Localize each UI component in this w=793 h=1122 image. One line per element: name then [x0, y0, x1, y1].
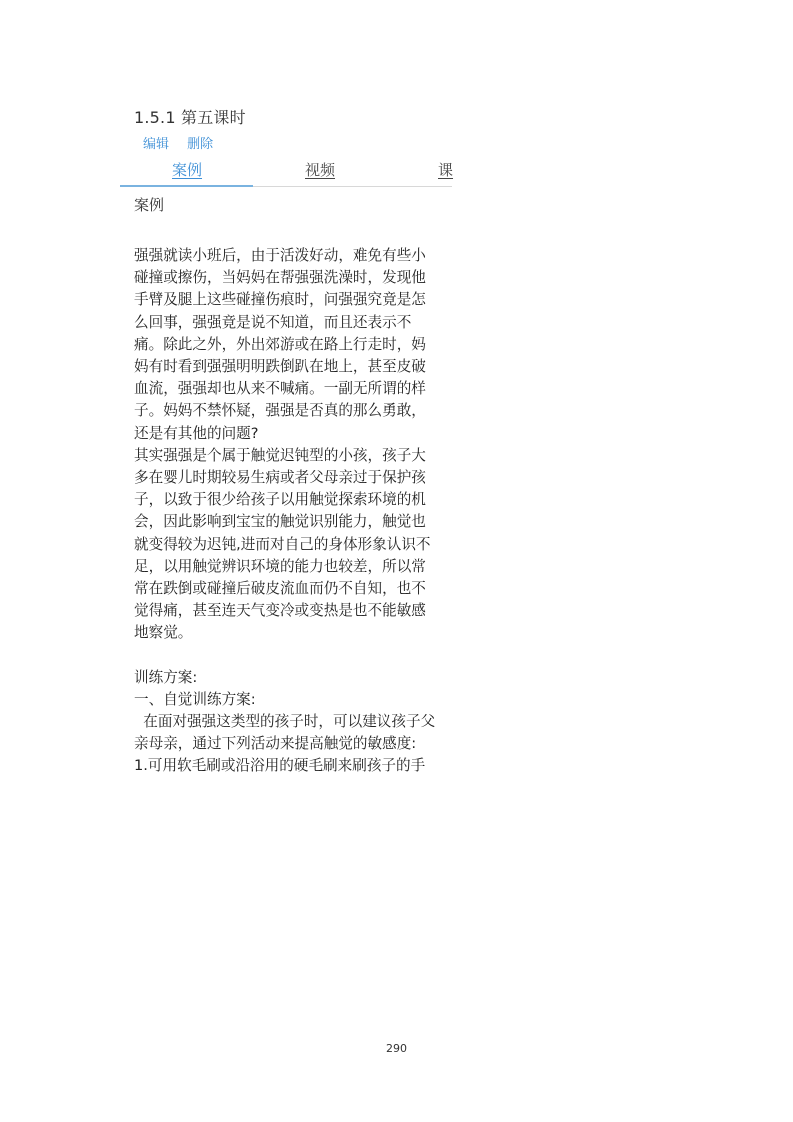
content-paragraph: 在面对强强这类型的孩子时，可以建议孩子父亲母亲，通过下列活动来提高触觉的敏感度:: [134, 713, 436, 753]
content-paragraph: 强强就读小班后，由于活泼好动，难免有些小碰撞或擦伤，当妈妈在帮强强洗澡时，发现他手臂及腿上这些碰撞伤痕时，问强强究竟是怎么回事，强强竟是说不知道，而且还表示不痛。除此之外，外出郊游或在路上行走时，妈妈有时看到强强明明跌倒趴在地上，甚至皮破血流，强强却也从来不喊痛。一副无所谓的样子。妈妈不禁怀疑，强强是否真的那么勇敢，还是有其他的问题?: [134, 247, 426, 442]
active-tab-indicator: [120, 185, 253, 187]
tab-video[interactable]: 视频: [305, 161, 336, 179]
tab-bar: [120, 156, 452, 187]
page-number: 290: [386, 1042, 407, 1055]
lesson-title: 1.5.1 第五课时: [134, 108, 246, 127]
content-paragraph: 训练方案:: [134, 668, 198, 686]
tab-lesson[interactable]: 课: [438, 161, 454, 179]
lesson-actions: [143, 133, 227, 152]
paragraph-gap: [134, 645, 439, 667]
edit-link[interactable]: 编辑: [143, 137, 170, 152]
content-paragraph: 一、自觉训练方案:: [134, 690, 256, 708]
delete-link[interactable]: 删除: [187, 137, 214, 152]
case-content: [134, 245, 439, 775]
section-heading: 案例: [134, 196, 165, 214]
tab-case[interactable]: 案例: [172, 161, 203, 179]
content-paragraph: 1.可用软毛刷或沿浴用的硬毛刷来刷孩子的手: [134, 757, 426, 775]
content-paragraph: 其实强强是个属于触觉迟钝型的小孩，孩子大多在婴儿时期较易生病或者父母亲过于保护孩子，以致于很少给孩子以用触觉探索环境的机会，因此影响到宝宝的触觉识别能力，触觉也就变得较为迟钝,进而对自己的身体形象认识不足，以用触觉辨识环境的能力也较差，所以常常在跌倒或碰撞后破皮流血而仍不自知，也不觉得痛，甚至连天气变冷或变热是也不能敏感地察觉。: [134, 446, 431, 642]
